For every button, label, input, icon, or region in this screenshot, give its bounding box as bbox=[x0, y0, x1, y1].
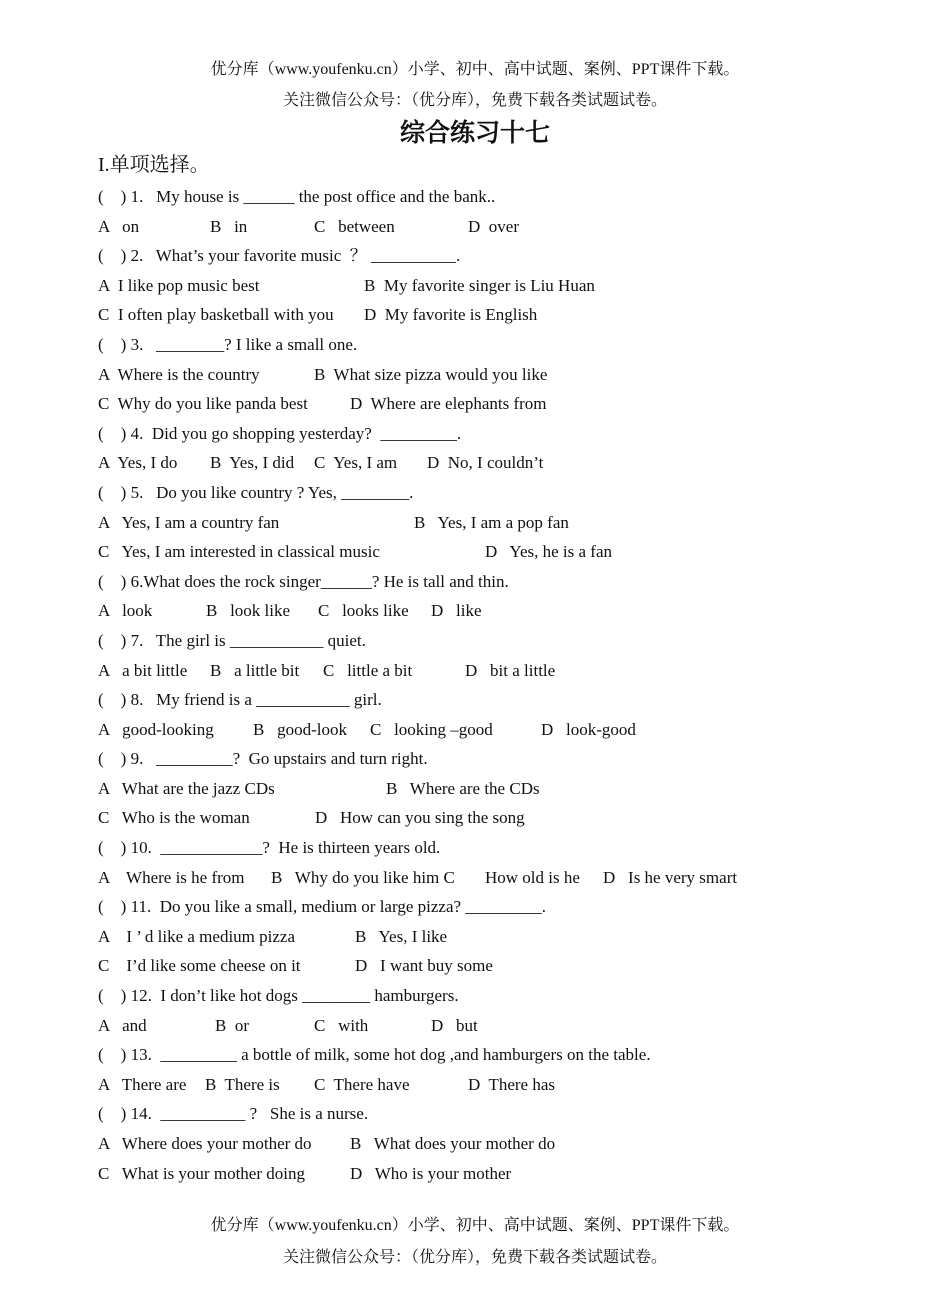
answer-option: B Yes, I am a pop fan bbox=[414, 512, 569, 532]
question-stem: ( ) 9. _________? Go upstairs and turn right. bbox=[98, 749, 428, 769]
option-row bbox=[98, 596, 898, 626]
answer-option: D There has bbox=[468, 1074, 556, 1094]
answer-option: B What size pizza would you like bbox=[314, 364, 548, 384]
question-stem: ( ) 8. My friend is a ___________ girl. bbox=[98, 690, 382, 710]
answer-option: A Yes, I am a country fan bbox=[98, 512, 280, 532]
answer-option: A I ’ d like a medium pizza bbox=[98, 926, 296, 946]
question-list bbox=[98, 182, 898, 1188]
answer-option: B What does your mother do bbox=[350, 1134, 556, 1153]
option-row bbox=[98, 212, 898, 242]
answer-option: C I’d like some cheese on it bbox=[98, 956, 301, 976]
answer-option: D like bbox=[431, 601, 482, 621]
answer-option: A There are bbox=[98, 1074, 187, 1094]
answer-option: A I like pop music best bbox=[98, 275, 260, 295]
answer-option: B Yes, I did bbox=[210, 453, 295, 473]
option-row bbox=[98, 448, 898, 478]
answer-option: C with bbox=[314, 1015, 369, 1035]
answer-option: D Yes, he is a fan bbox=[485, 542, 613, 562]
option-row bbox=[98, 951, 898, 981]
option-row bbox=[98, 715, 898, 745]
answer-option: C little a bit bbox=[323, 660, 413, 680]
option-row bbox=[98, 656, 898, 686]
answer-option: D over bbox=[468, 216, 519, 236]
option-row bbox=[98, 803, 898, 833]
answer-option: D No, I couldn’t bbox=[427, 453, 544, 473]
answer-option: C I often play basketball with you bbox=[98, 305, 334, 325]
question-stem: ( ) 3. ________? I like a small one. bbox=[98, 334, 358, 354]
answer-option: A good-looking bbox=[98, 719, 214, 739]
header-line-2: 关注微信公众号：（优分库），免费下载各类试题试卷。 bbox=[282, 92, 667, 109]
answer-option: C looking –good bbox=[370, 719, 493, 739]
option-row bbox=[98, 1129, 898, 1159]
answer-option: A Where is he from bbox=[98, 867, 245, 887]
answer-option: A Where does your mother do bbox=[98, 1134, 312, 1153]
page-title: 综合练习十七 bbox=[399, 118, 550, 147]
option-row bbox=[98, 360, 898, 390]
option-row bbox=[98, 300, 898, 330]
option-row bbox=[98, 1070, 898, 1100]
answer-option: A on bbox=[98, 216, 140, 236]
answer-option: B or bbox=[215, 1015, 249, 1035]
answer-option: D but bbox=[431, 1015, 478, 1035]
answer-option: B a little bit bbox=[210, 660, 300, 680]
answer-option: A Where is the country bbox=[98, 364, 260, 384]
option-row bbox=[98, 537, 898, 567]
question-stem: ( ) 14. __________ ? She is a nurse. bbox=[98, 1104, 369, 1124]
answer-option: D My favorite is English bbox=[364, 305, 538, 325]
answer-option: D I want buy some bbox=[355, 956, 493, 976]
answer-option: C Why do you like panda best bbox=[98, 394, 308, 414]
question-stem: ( ) 6.What does the rock singer______? He is tall and thin. bbox=[98, 571, 509, 591]
question-stem: ( ) 5. Do you like country ? Yes, ________. bbox=[98, 482, 414, 502]
option-row bbox=[98, 774, 898, 804]
answer-option: B Why do you like him C bbox=[271, 867, 455, 887]
answer-option: A Yes, I do bbox=[98, 453, 178, 473]
answer-option: D Where are elephants from bbox=[350, 394, 547, 414]
option-row bbox=[98, 863, 898, 893]
answer-option: B good-look bbox=[253, 719, 347, 739]
answer-option: How old is he bbox=[485, 867, 580, 887]
answer-option: D bit a little bbox=[465, 660, 556, 680]
answer-option: D Who is your mother bbox=[350, 1163, 512, 1183]
answer-option: B Yes, I like bbox=[355, 926, 448, 946]
question-stem: ( ) 10. ____________? He is thirteen years old. bbox=[98, 838, 441, 858]
answer-option: A and bbox=[98, 1015, 147, 1035]
answer-option: B My favorite singer is Liu Huan bbox=[364, 275, 595, 295]
answer-option: D look-good bbox=[541, 719, 636, 739]
option-row bbox=[98, 508, 898, 538]
section-heading: I.单项选择。 bbox=[98, 154, 210, 176]
answer-option: C Yes, I am interested in classical music bbox=[98, 542, 380, 562]
footer-line-1: 优分库（www.youfenku.cn）小学、初中、高中试题、案例、PPT课件下载。 bbox=[210, 1217, 740, 1234]
question-stem: ( ) 12. I don’t like hot dogs ________ hamburgers. bbox=[98, 986, 459, 1006]
answer-option: A look bbox=[98, 601, 153, 621]
answer-option: C Yes, I am bbox=[314, 453, 398, 473]
question-stem: ( ) 7. The girl is ___________ quiet. bbox=[98, 630, 366, 650]
answer-option: C What is your mother doing bbox=[98, 1163, 305, 1183]
answer-option: D Is he very smart bbox=[603, 867, 738, 887]
answer-option: B Where are the CDs bbox=[386, 778, 540, 798]
question-stem: ( ) 11. Do you like a small, medium or large pizza? _________. bbox=[98, 897, 547, 917]
question-stem: ( ) 4. Did you go shopping yesterday? _________. bbox=[98, 423, 462, 443]
question-stem: ( ) 1. My house is ______ the post office and the bank.. bbox=[98, 187, 496, 206]
answer-option: D How can you sing the song bbox=[315, 808, 525, 828]
answer-option: A What are the jazz CDs bbox=[98, 778, 275, 798]
question-stem: ( ) 13. _________ a bottle of milk, some hot dog ,and hamburgers on the table. bbox=[98, 1045, 651, 1065]
answer-option: B There is bbox=[205, 1074, 280, 1094]
option-row bbox=[98, 1011, 898, 1041]
answer-option: B look like bbox=[206, 601, 291, 621]
answer-option: C between bbox=[314, 216, 395, 236]
option-row bbox=[98, 271, 898, 301]
header-line-1: 优分库（www.youfenku.cn）小学、初中、高中试题、案例、PPT课件下载。 bbox=[210, 61, 740, 78]
answer-option: C There have bbox=[314, 1074, 410, 1094]
answer-option: A a bit little bbox=[98, 660, 188, 680]
answer-option: C Who is the woman bbox=[98, 808, 250, 828]
footer-line-2: 关注微信公众号：（优分库），免费下载各类试题试卷。 bbox=[282, 1249, 667, 1266]
answer-option: B in bbox=[210, 216, 248, 236]
question-stem: ( ) 2. What’s your favorite music ？ __________. bbox=[98, 246, 461, 266]
option-row bbox=[98, 922, 898, 952]
option-row bbox=[98, 1159, 898, 1189]
option-row bbox=[98, 389, 898, 419]
answer-option: C looks like bbox=[318, 601, 409, 621]
